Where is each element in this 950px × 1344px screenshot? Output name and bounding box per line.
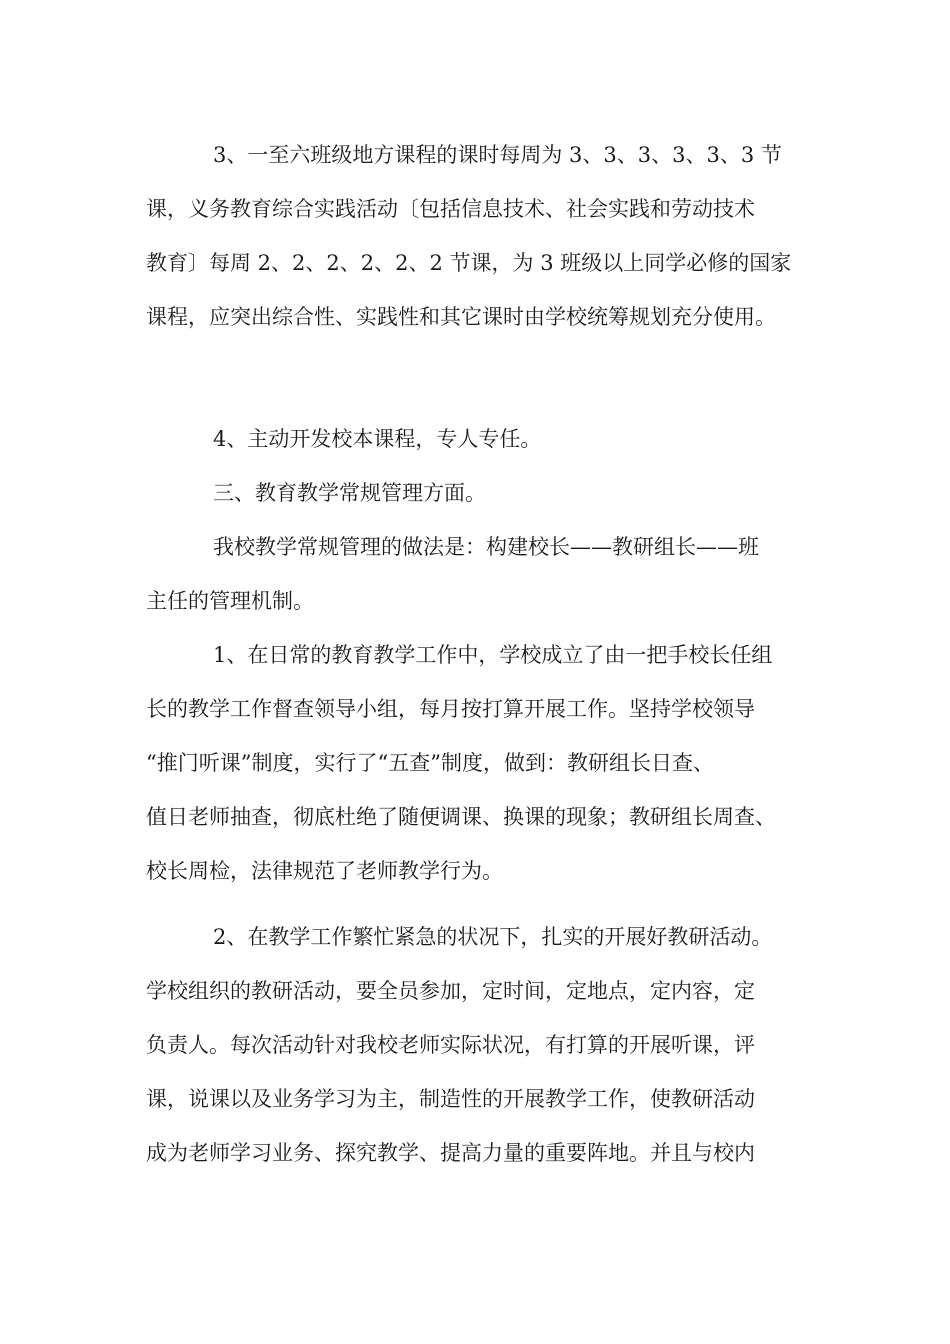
paragraph-p5-line-3: “推门听课”制度，实行了“五查”制度，做到：教研组长日查、 (146, 751, 714, 775)
paragraph-p5-line-1: 1、在日常的教育教学工作中，学校成立了由一把手校长任组 (213, 643, 773, 667)
paragraph-p4-line-2: 主任的管理机制。 (146, 589, 314, 613)
paragraph-p4-line-1: 我校教学常规管理的做法是：构建校长——教研组长——班 (213, 535, 759, 559)
paragraph-p3-line-1: 三、教育教学常规管理方面。 (213, 481, 486, 505)
paragraph-p1-line-2: 课，义务教育综合实践活动〔包括信息技术、社会实践和劳动技术 (146, 197, 755, 221)
paragraph-p5-line-5: 校长周检，法律规范了老师教学行为。 (146, 859, 503, 883)
paragraph-p1-line-1: 3、一至六班级地方课程的课时每周为 3、3、3、3、3、3 节 (213, 143, 782, 167)
paragraph-p6-line-3: 负责人。每次活动针对我校老师实际状况，有打算的开展听课，评 (146, 1033, 755, 1057)
paragraph-p5-line-4: 值日老师抽查，彻底杜绝了随便调课、换课的现象；教研组长周查、 (146, 805, 776, 829)
paragraph-p2-line-1: 4、主动开发校本课程，专人专任。 (213, 427, 542, 451)
paragraph-p6-line-5: 成为老师学习业务、探究教学、提高力量的重要阵地。并且与校内 (146, 1141, 755, 1165)
paragraph-p6-line-4: 课，说课以及业务学习为主，制造性的开展教学工作，使教研活动 (146, 1087, 755, 1111)
paragraph-p1-line-3: 教育〕每周 2、2、2、2、2、2 节课，为 3 班级以上同学必修的国家 (146, 251, 792, 275)
paragraph-p6-line-1: 2、在教学工作繁忙紧急的状况下，扎实的开展好教研活动。 (213, 925, 773, 949)
paragraph-p6-line-2: 学校组织的教研活动，要全员参加，定时间，定地点，定内容，定 (146, 979, 755, 1003)
paragraph-p5-line-2: 长的教学工作督查领导小组，每月按打算开展工作。坚持学校领导 (146, 697, 755, 721)
paragraph-p1-line-4: 课程，应突出综合性、实践性和其它课时由学校统筹规划充分使用。 (146, 305, 776, 329)
